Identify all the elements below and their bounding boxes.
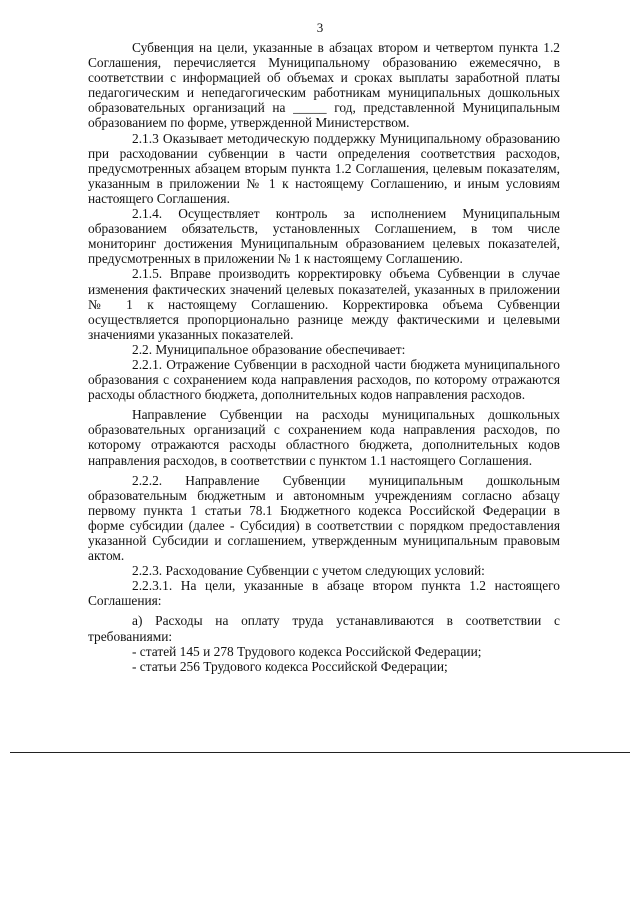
paragraph-subvention-transfer: Субвенция на цели, указанные в абзацах втором и четвертом пункта 1.2 Соглашения, перечисляется Муниципальному образованию ежемесячно, в соответствии с информацией об объемах и сроках выплаты заработной платы педагогическим и непедагогическим работникам муниципальных дошкольных образовательных организаций на _____ год, представленной Муниципальным образованием по форме, утвержденной Министерством. <box>88 40 560 131</box>
paragraph-2-2-3-1: 2.2.3.1. На цели, указанные в абзаце втором пункта 1.2 настоящего Соглашения: <box>88 578 560 609</box>
paragraph-labor-costs: а) Расходы на оплату труда устанавливаются в соответствии с требованиями: <box>88 613 560 644</box>
paragraph-2-2: 2.2. Муниципальное образование обеспечивает: <box>132 341 406 357</box>
paragraph-2-1-3: 2.1.3 Оказывает методическую поддержку Муниципальному образованию при расходовании субвенции в части определения соответствия расходов, предусмотренных абзацем вторым пункта 1.2 Соглашения, целевым показателям, указанным в приложении № 1 к настоящему Соглашению, и иным условиям настоящего Соглашения. <box>88 130 560 206</box>
page-number: 3 <box>316 20 324 35</box>
page-divider-line <box>10 752 630 753</box>
list-item-article-256: - статьи 256 Трудового кодекса Российской Федерации; <box>132 658 448 674</box>
paragraph-2-2-1: 2.2.1. Отражение Субвенции в расходной части бюджета муниципального образования с сохранением кода направления расходов, по которому отражаются расходы областного бюджета, дополнительных кодов направления расходов. <box>88 356 560 403</box>
paragraph-2-1-4: 2.1.4. Осуществляет контроль за исполнением Муниципальным образованием обязательств, установленных Соглашением, в том числе мониторинг достижения Муниципальным образованием целевых показателей, предусмотренных в приложении № 1 к настоящему Соглашению. <box>88 206 560 267</box>
paragraph-direction-subvention: Направление Субвенции на расходы муниципальных дошкольных образовательных организаций с сохранением кода направления расходов, по которому отражаются расходы областного бюджета, дополнительных кодов направления расходов, в соответствии с пунктом 1.1 настоящего Соглашения. <box>88 407 560 468</box>
paragraph-2-2-2: 2.2.2. Направление Субвенции муниципальным дошкольным образовательным бюджетным и автономным учреждениям согласно абзацу первому пункта 1 статьи 78.1 Бюджетного кодекса Российской Федерации в форме субсидии (далее - Субсидия) в соответствии с порядком предоставления указанной Субсидии и соглашением, утвержденным муниципальным правовым актом. <box>88 472 560 564</box>
document-body <box>88 40 560 674</box>
list-item-articles-145-278: - статей 145 и 278 Трудового кодекса Российской Федерации; <box>132 643 482 659</box>
paragraph-2-2-3: 2.2.3. Расходование Субвенции с учетом следующих условий: <box>132 563 485 579</box>
paragraph-2-1-5: 2.1.5. Вправе производить корректировку объема Субвенции в случае изменения фактических значений целевых показателей, указанных в приложении № 1 к настоящему Соглашению. Корректировка объема Субвенции осуществляется пропорционально разнице между фактическими и целевыми значениями указанных показателей. <box>88 266 560 342</box>
